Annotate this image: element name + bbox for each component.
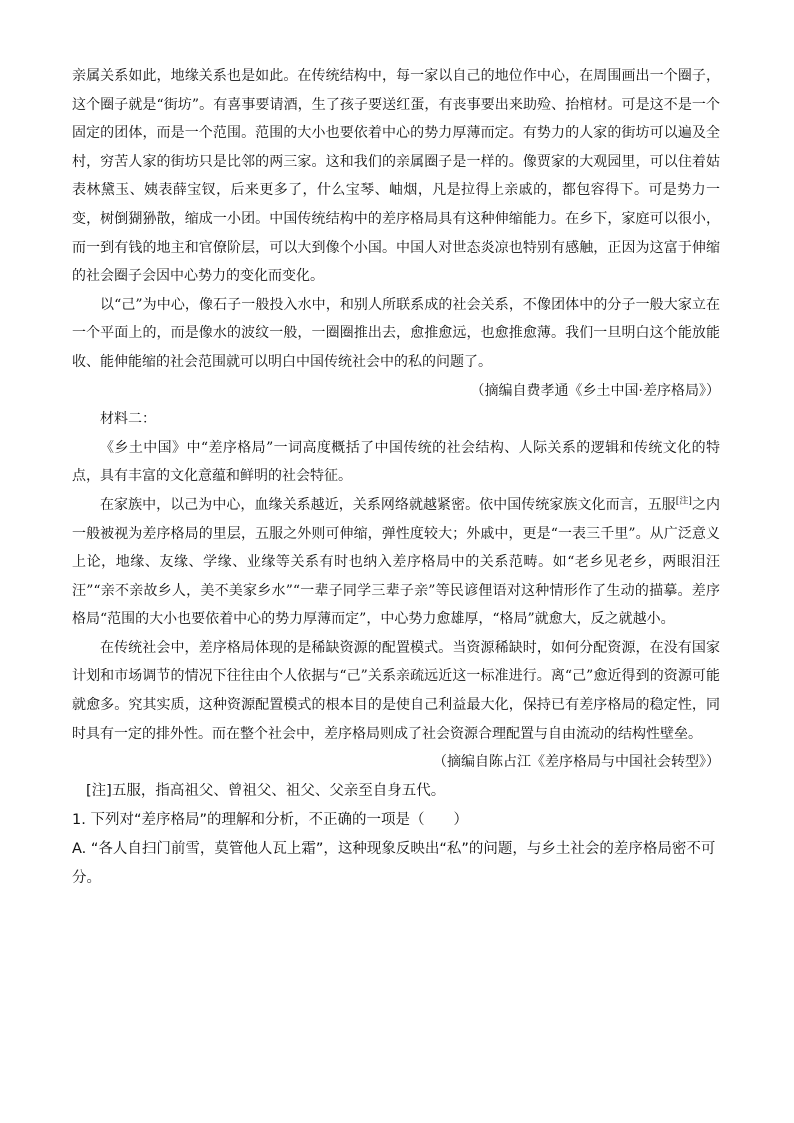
material2-paragraph-1: 《乡土中国》中“差序格局”一词高度概括了中国传统的社会结构、人际关系的逻辑和传统文化的特点，具有丰富的文化意蕴和鲜明的社会特征。 bbox=[72, 439, 720, 485]
footnote: [注]五服，指高祖父、曾祖父、祖父、父亲至自身五代。 bbox=[86, 782, 446, 799]
document-page bbox=[72, 62, 720, 893]
material1-paragraph-2: 以“己”为中心，像石子一般投入水中，和别人所联系成的社会关系，不像团体中的分子一般大家立在一个平面上的，而是像水的波纹一般，一圈圈推出去，愈推愈远，也愈推愈薄。我们一旦明白这个能放能收、能伸能缩的社会范围就可以明白中国传统社会中的私的问题了。 bbox=[72, 296, 720, 370]
material2-paragraph-3: 在传统社会中，差序格局体现的是稀缺资源的配置模式。当资源稀缺时，如何分配资源，在没有国家计划和市场调节的情况下往往由个人依据与“己”关系亲疏远近这一标准进行。离“己”愈近得到的资源可能就愈多。究其实质，这种资源配置模式的根本目的是使自己利益最大化，保持已有差序格局的稳定性，同时具有一定的排外性。而在整个社会中，差序格局则成了社会资源合理配置与自由流动的结构性壁垒。 bbox=[72, 639, 720, 742]
question-stem: 1. 下列对“差序格局”的理解和分析，不正确的一项是（ ） bbox=[72, 811, 468, 828]
question-option-a: A. “各人自扫门前雪，莫管他人瓦上霜”，这种现象反映出“私”的问题，与乡土社会的差序格局密不可分。 bbox=[72, 840, 716, 886]
material2-label: 材料二： bbox=[100, 411, 156, 428]
footnote-marker: [注] bbox=[675, 496, 692, 507]
material1-source: （摘编自费孝通《乡土中国·差序格局》） bbox=[470, 382, 720, 399]
material2-paragraph-2-text-a: 在家族中，以己为中心，血缘关系越近，关系网络就越紧密。依中国传统家族文化而言，五服 bbox=[100, 496, 676, 513]
material2-source: （摘编自陈占江《差序格局与中国社会转型》） bbox=[433, 754, 720, 771]
material2-paragraph-2 bbox=[72, 491, 720, 634]
material1-paragraph-1: 亲属关系如此，地缘关系也是如此。在传统结构中，每一家以自己的地位作中心，在周围画出一个圈子，这个圈子就是“街坊”。有喜事要请酒，生了孩子要送红蛋，有丧事要出来助殓、抬棺材。可是这不是一个固定的团体，而是一个范围。范围的大小也要依着中心的势力厚薄而定。有势力的人家的街坊可以遍及全村，穷苦人家的街坊只是比邻的两三家。这和我们的亲属圈子是一样的。像贾家的大观园里，可以住着姑表林黛玉、姨表薛宝钗，后来更多了，什么宝琴、岫烟，凡是拉得上亲戚的，都包容得下。可是势力一变，树倒猢狲散，缩成一小团。中国传统结构中的差序格局具有这种伸缩能力。在乡下，家庭可以很小，而一到有钱的地主和官僚阶层，可以大到像个小国。中国人对世态炎凉也特别有感触，正因为这富于伸缩的社会圈子会因中心势力的变化而变化。 bbox=[72, 68, 720, 285]
material2-paragraph-2-text-b: 之内一般被视为差序格局的里层，五服之外则可伸缩，弹性度较大；外戚中，更是“一表三千里”。从广泛意义上论，地缘、友缘、学缘、业缘等关系有时也纳入差序格局中的关系范畴。如“老乡见老乡，两眼泪汪汪”“亲不亲故乡人，美不美家乡水”“一辈子同学三辈子亲”等民谚俚语对这种情形作了生动的描摹。差序格局“范围的大小也要依着中心的势力厚薄而定”，中心势力愈雄厚，“格局”就愈大，反之就越小。 bbox=[72, 496, 721, 628]
